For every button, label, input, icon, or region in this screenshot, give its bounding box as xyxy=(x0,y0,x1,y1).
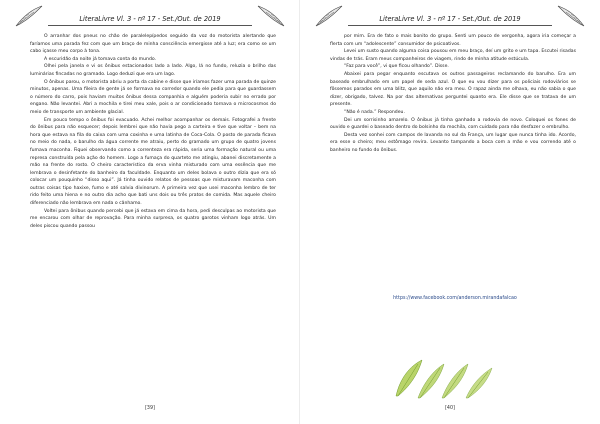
paragraph: Voltei para ônibus quando percebi que já estava em cima da hora, pedi desculpas ao motorista que me encarou com olhar de reprovação. Para minha surpresa, os quatro garotos vinham logo atrás. Um deles piscou quando passou xyxy=(30,208,276,229)
quill-pen-icon xyxy=(14,4,44,28)
paragraph: por mim. Era de fato o mais bonito do grupo. Senti um pouco de vergonha, agora iria começar a flerta com um “adolescente” consumidor de psicoativos. xyxy=(330,34,576,47)
paragraph: A escuridão da noite já tomava conta do mundo. xyxy=(44,56,157,62)
article-body xyxy=(330,33,576,155)
quill-pen-icon xyxy=(314,4,344,28)
header-rule xyxy=(348,25,552,26)
quill-pen-icon xyxy=(256,4,286,28)
page-number: [39] xyxy=(145,406,155,411)
paragraph: Levei um susto quando alguma coisa pousou em meu braço, deí um grito e um tapa. Escutei risadas vindas de trás. Eram meus companheiros de viagem, rindo de minha atitude estúcula. xyxy=(330,49,576,62)
page-number: [40] xyxy=(445,406,455,411)
page-header xyxy=(314,4,586,28)
paragraph: O arranhar dos pneus no chão de paralelepípedos seguido da voz do motorista alertando que faríamos uma parada fez com que um braço de minha consciência emergisse até a luz; era como se um cabo içasse meu corpo à tona. xyxy=(30,34,276,55)
facebook-link[interactable]: https://www.facebook.com/anderson.mirandafalcao xyxy=(393,296,517,301)
paragraph: Abaixei para pegar enquanto escutava os outros passageiros reclamando do barulho. Era um baseado embrulhado em um papel de seda azul. O que eu vou dizer para os policiais rodoviários se fôssemos parados em uma blitz, que aquilo não era meu. O rapaz ainda me olhava, eu não sabia o que dizer, obrigado, talvez. Na por das alternativas perguntei quanto era. Ele disse que se tratava de um presente. xyxy=(330,71,576,108)
article-body xyxy=(30,33,276,230)
header-rule xyxy=(48,25,252,26)
header-title: LiteraLivre Vl. 3 - nº 17 - Set./Out. de 2019 xyxy=(379,15,521,23)
page-header xyxy=(14,4,286,28)
paragraph: Em pouco tempo o ônibus foi evacuado. Achei melhor acompanhar os demais. Fotografei a frente do ônibus para não esquecer; depois lembrei que não havia pego a carteira e tive que voltar – bem na hora que estava na fila do caixa com uma coxinha e uma latinha de Coca-Cola. O posto de parada ficava no meio do nada, o barulho da água corrente me atraiu, perto do gramado um grupo de quatro jovens fumava maconha. Fiquei observando como a correnteza era rápida, seria uma formação natural ou uma represa construída pela ação do homem. Logo a fumaça do quarteto me atingiu, abanei discretamente a mão na frente do rosto. O cheiro característico da erva vinha misturado com uma essência que me lembrava o desinfetante do banheiro da faculdade. Enquanto um deles bolava o outro dizia que era só colocar um pouquinho “disso aqui”. Já tinha ouvido relatos de pessoas que misturavam maconha com outras coisas tipo haxixe, fumo e até salvia divinorum. A primeira vez que usei maconha lembro de ter rido feito uma hiena e no outro dia acho que bati uns dois ou três pratos de comida. Mas aquele cheiro diferenciado não lembrava em nada o cânhamo. xyxy=(30,117,276,207)
paragraph: Desta vez sonhei com campos de lavanda no sul da França, um lugar que nunca tinha ido. Acordo, era esse o cheiro; meu estômago revira. Levanto tampando a boca com a mão e vou correndo até o banheiro no fundo do ônibus. xyxy=(330,132,576,153)
header-title: LiteraLivre Vl. 3 - nº 17 - Set./Out. de 2019 xyxy=(79,15,221,23)
green-leaves-icon xyxy=(388,356,508,400)
paragraph: “Faz para você”, vi que ficou olhando”. Disse. xyxy=(344,64,449,70)
paragraph: “Não é nada.” Respondeu. xyxy=(344,109,405,115)
paragraph: Dei um sorrisinho amarelo. O ônibus já tinha ganhado a rodovia de novo. Coloquei os fones de ouvido e guardei o baseado dentro do bolsinho da mochila, com cuidado para não desfazer o embrulho. xyxy=(330,117,576,131)
right-page xyxy=(300,0,600,424)
paragraph: O ônibus parou, o motorista abriu a porta da cabine e disse que iríamos fazer uma parada de quinze minutos, apenas. Uma fileira de gente já se formava no corredor quando ele pedia para que guardassem o número do carro, pois haviam muitos ônibus dessa companhia e alguém poderia subir no errado por engano. Não levantei. Abri a mochila e tirei meu xale, pois o ar condicionado tornava o microcosmos do meio de transporte um ambiente glacial. xyxy=(30,79,276,115)
paragraph: Olhei pela janela e vi os ônibus estacionados lado a lado. Algo, lá no fundo, reluzia o brilho das luminárias fincadas no gramado. Logo deduzi que era um lago. xyxy=(30,64,276,77)
quill-pen-icon xyxy=(556,4,586,28)
